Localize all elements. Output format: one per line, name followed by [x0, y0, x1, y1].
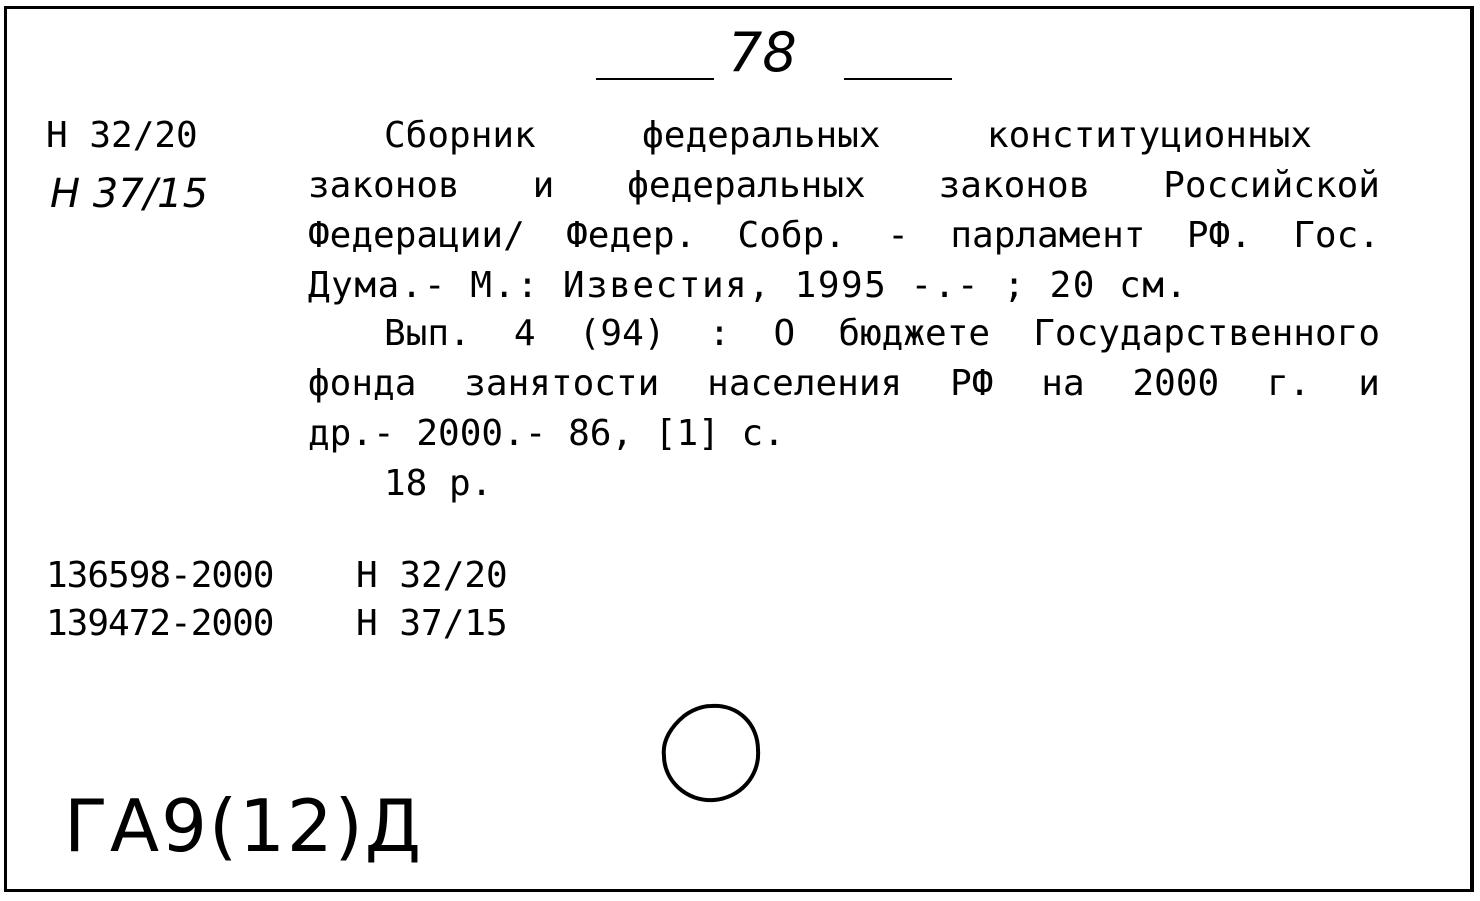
title-word: и [532, 165, 555, 206]
title-word: Федерации/ [308, 215, 525, 256]
issue-word: РФ [950, 363, 994, 404]
title-line-2 [308, 165, 1380, 206]
title-word: Собр. [737, 215, 846, 256]
title-word: конституционных [986, 115, 1312, 156]
title-word: федеральных [627, 165, 866, 206]
issue-word: г. [1267, 363, 1311, 404]
issue-line-2 [308, 363, 1380, 404]
title-word: Сборник [384, 115, 536, 156]
title-word: Федер. [566, 215, 697, 256]
shelf-mark-primary: Н 32/20 [46, 115, 198, 156]
price: 18 р. [384, 463, 493, 504]
issue-word: Государственного [1033, 313, 1380, 354]
issue-word: и [1358, 363, 1380, 404]
issue-word: занятости [464, 363, 660, 404]
issue-word: : [708, 313, 731, 354]
issue-word: 4 [513, 313, 536, 354]
title-line-3 [308, 215, 1380, 256]
title-word: законов [308, 165, 460, 206]
title-word: Гос. [1293, 215, 1380, 256]
title-word: законов [938, 165, 1091, 206]
inventory-number: 136598-2000 [46, 555, 274, 596]
issue-word: бюджете [838, 313, 991, 354]
inventory-mark: Н 32/20 [356, 555, 508, 596]
issue-word: фонда [308, 363, 417, 404]
issue-word: О [773, 313, 796, 354]
title-word: парламент [950, 215, 1146, 256]
issue-word: 2000 [1132, 363, 1220, 404]
issue-word: Вып. [384, 313, 471, 354]
shelf-mark-handwritten: Н 37/15 [50, 171, 209, 217]
title-word: - [887, 215, 909, 256]
issue-word: на [1041, 363, 1085, 404]
title-word: Российской [1163, 165, 1380, 206]
title-word: РФ. [1186, 215, 1252, 256]
card-number: 78 [728, 21, 797, 84]
inventory-mark: Н 37/15 [356, 603, 508, 644]
title-word: федеральных [642, 115, 881, 156]
number-dash-right [844, 78, 952, 80]
imprint-line: Дума.- М.: Известия, 1995 -.- ; 20 см. [308, 265, 1189, 306]
issue-word: населения [707, 363, 903, 404]
number-dash-left [596, 78, 714, 80]
issue-word: (94) [578, 313, 666, 354]
punch-hole-circle [658, 700, 764, 806]
issue-pagination: др.- 2000.- 86, [1] с. [308, 413, 785, 454]
handwritten-classification-code: ГА9(12)Д [64, 784, 424, 868]
issue-line-1 [384, 313, 1380, 354]
inventory-number: 139472-2000 [46, 603, 274, 644]
title-line-1 [384, 115, 1312, 156]
